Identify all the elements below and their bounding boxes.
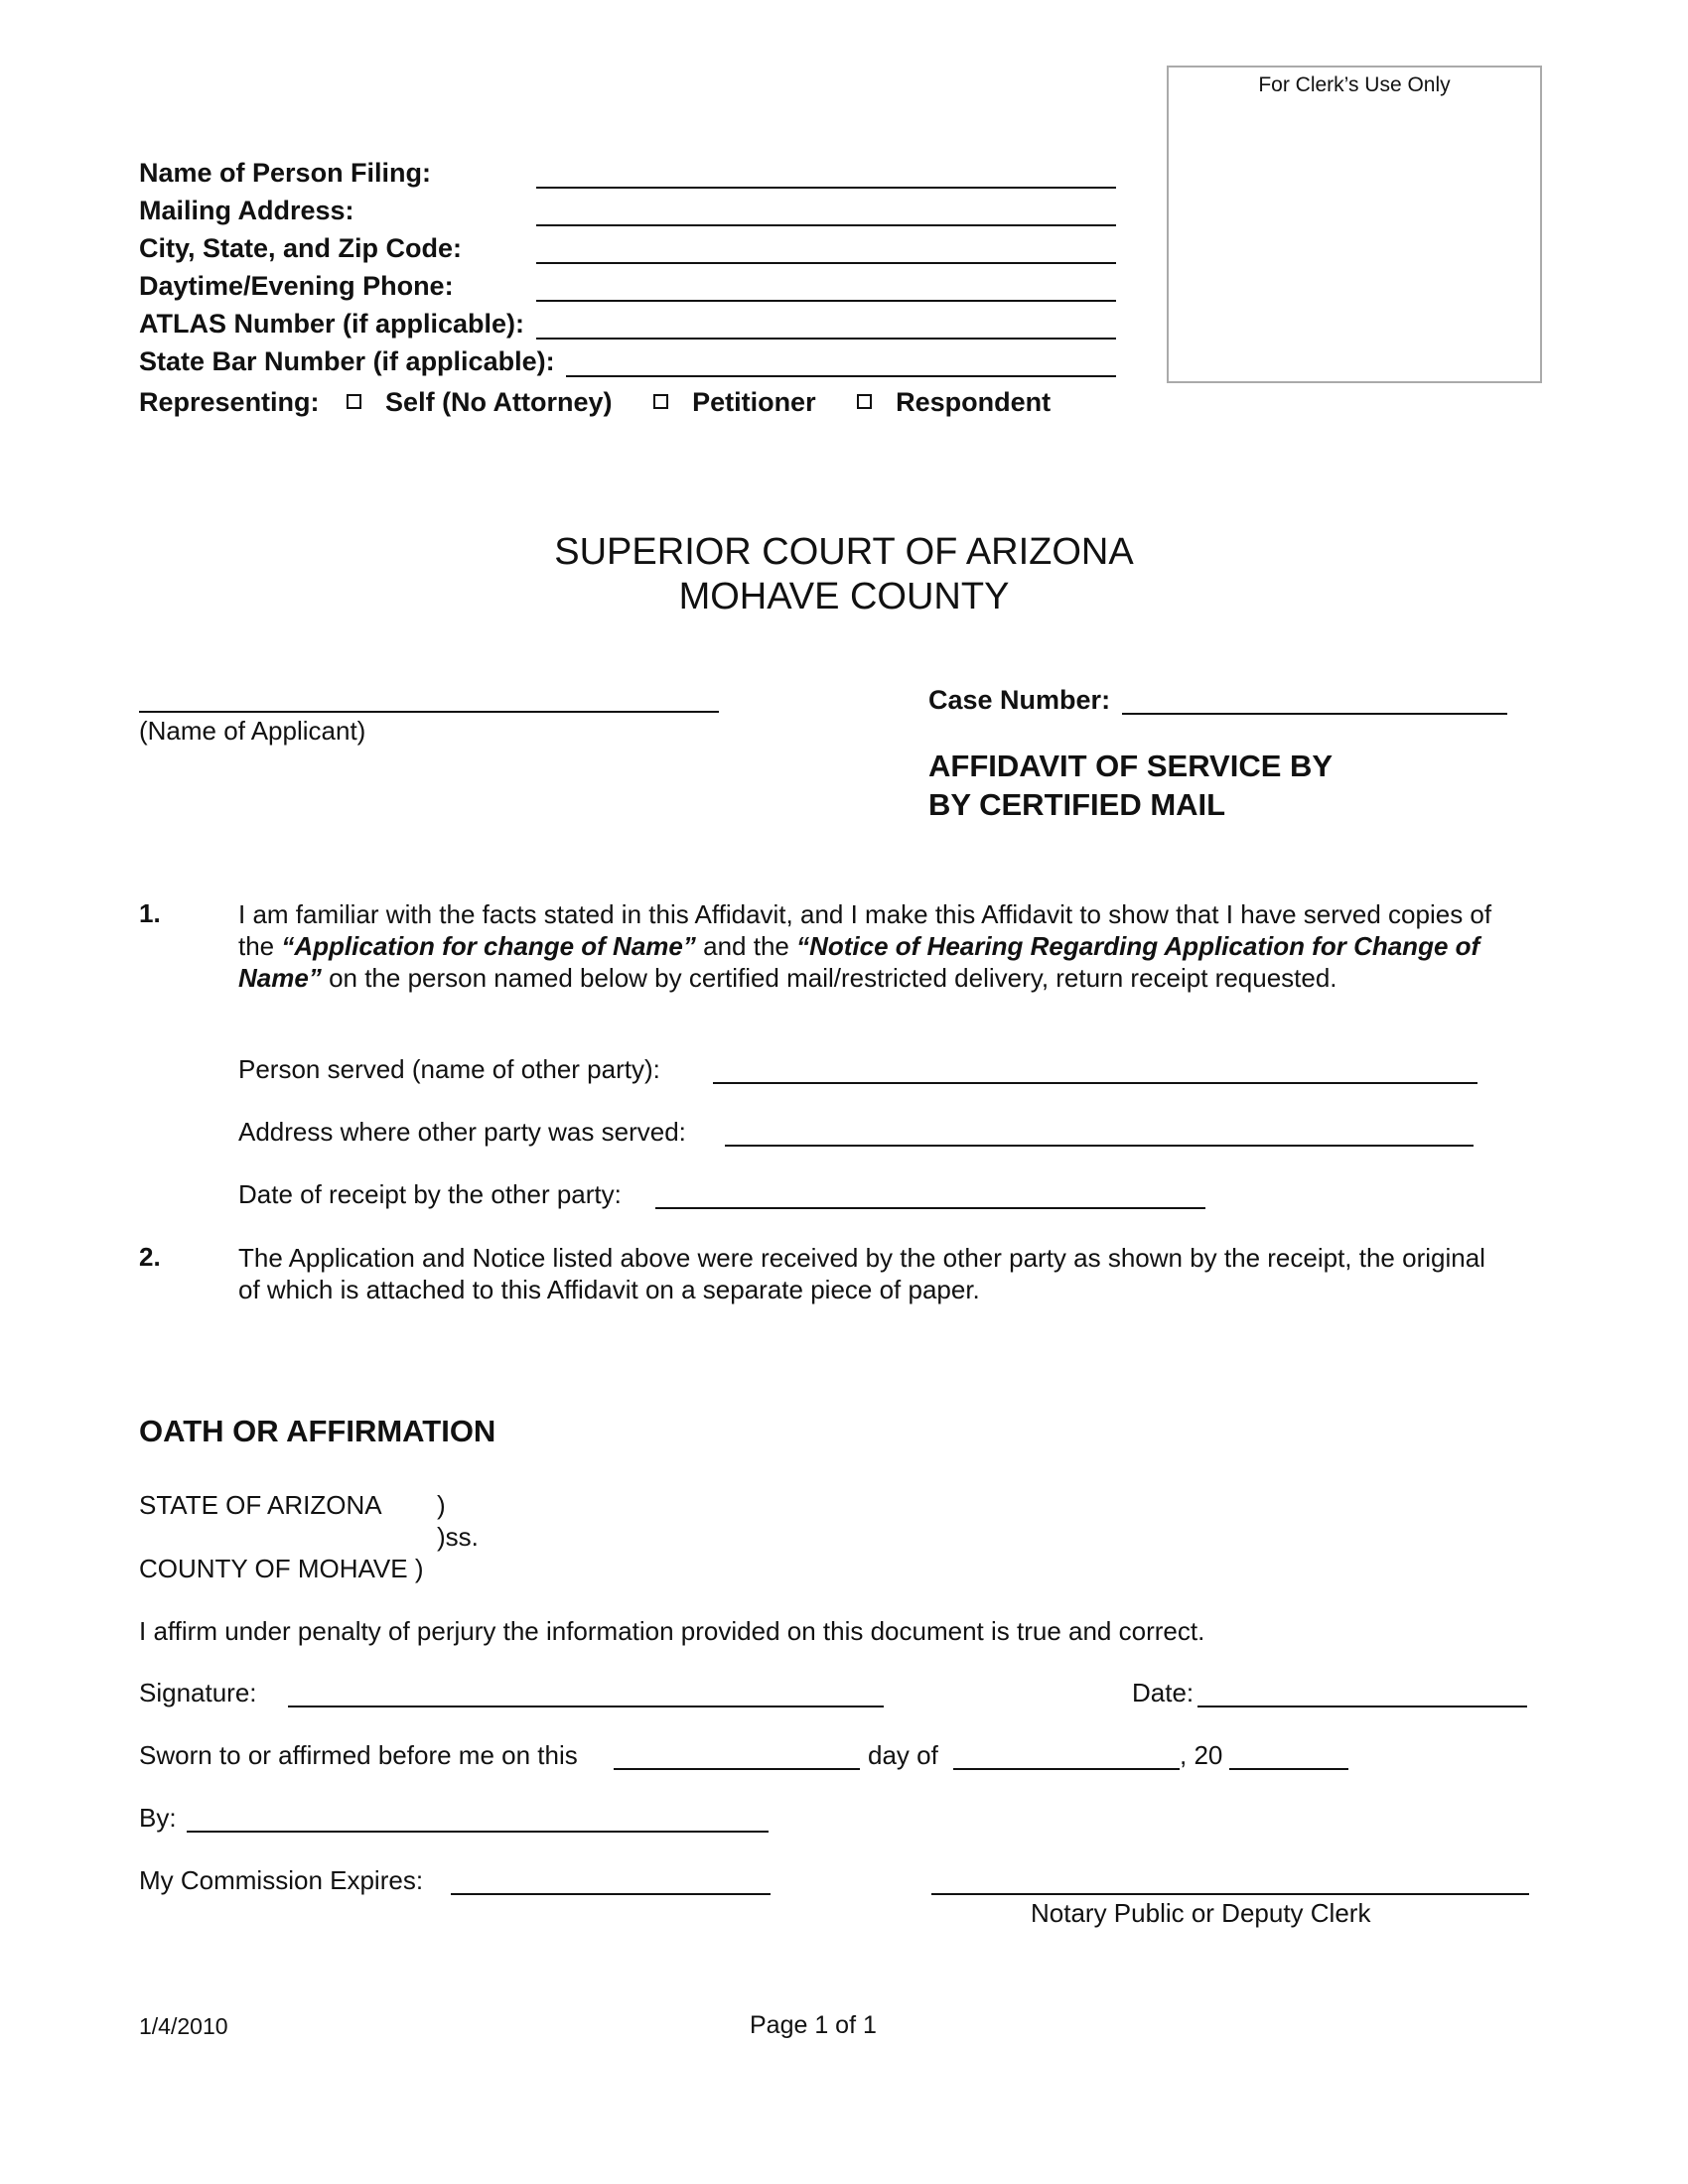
by-label: By: <box>139 1803 177 1833</box>
respondent-checkbox[interactable] <box>857 394 872 409</box>
sworn-month-field[interactable] <box>953 1768 1180 1770</box>
document-title-line2: BY CERTIFIED MAIL <box>928 787 1226 822</box>
sworn-day-field[interactable] <box>614 1768 860 1770</box>
court-name: SUPERIOR COURT OF ARIZONA <box>554 531 1134 573</box>
item1-title-a: “Application for change of Name” <box>281 931 696 961</box>
commission-field[interactable] <box>451 1893 771 1895</box>
item1-title-b: “Notice of Hearing Regarding Application for Change of Name” <box>238 931 1480 993</box>
venue-state: STATE OF ARIZONA <box>139 1490 382 1520</box>
filer-atlas-field[interactable] <box>536 338 1116 340</box>
item1-text-b: and the <box>703 931 789 961</box>
filer-name-field[interactable] <box>536 187 1116 189</box>
petitioner-option-label: Petitioner <box>692 387 816 417</box>
notary-signature-field[interactable] <box>931 1893 1529 1895</box>
item1-text-c: on the person named below by certified mail/restricted delivery, return receipt requested. <box>329 963 1337 993</box>
self-checkbox[interactable] <box>347 394 361 409</box>
applicant-name-label: (Name of Applicant) <box>139 716 366 746</box>
person-served-field[interactable] <box>713 1082 1477 1084</box>
case-number-field[interactable] <box>1122 713 1507 715</box>
court-county: MOHAVE COUNTY <box>678 576 1010 617</box>
person-served-label: Person served (name of other party): <box>238 1054 660 1084</box>
day-of-label: day of <box>868 1740 938 1770</box>
venue-paren: ) <box>437 1490 446 1520</box>
item2-paragraph: The Application and Notice listed above were received by the other party as shown by the receipt, the original of which is attached to this Affidavit on a separate piece of paper. <box>238 1243 1485 1304</box>
filer-phone-label: Daytime/Evening Phone: <box>139 271 454 301</box>
footer-page: Page 1 of 1 <box>750 2011 877 2039</box>
representing-label: Representing: <box>139 387 320 417</box>
filer-phone-field[interactable] <box>536 300 1116 302</box>
petitioner-checkbox[interactable] <box>653 394 668 409</box>
filer-city-field[interactable] <box>536 262 1116 264</box>
document-title-line1: AFFIDAVIT OF SERVICE BY <box>928 749 1334 783</box>
sworn-year-field[interactable] <box>1229 1768 1348 1770</box>
footer-date: 1/4/2010 <box>139 2013 228 2039</box>
signature-label: Signature: <box>139 1678 257 1707</box>
item1-paragraph <box>238 898 1509 994</box>
applicant-name-field[interactable] <box>139 711 719 713</box>
filer-address-field[interactable] <box>536 224 1116 226</box>
filer-atlas-label: ATLAS Number (if applicable): <box>139 309 525 339</box>
oath-heading: OATH OR AFFIRMATION <box>139 1414 496 1448</box>
filer-bar-label: State Bar Number (if applicable): <box>139 346 555 376</box>
filer-city-label: City, State, and Zip Code: <box>139 233 463 263</box>
address-served-field[interactable] <box>725 1145 1474 1147</box>
case-number-label: Case Number: <box>928 685 1111 715</box>
item1-number: 1. <box>139 898 161 928</box>
date-label: Date: <box>1132 1678 1195 1707</box>
venue-ss: )ss. <box>437 1522 479 1552</box>
affirmation-statement: I affirm under penalty of perjury the information provided on this document is true and correct. <box>139 1616 1205 1646</box>
commission-label: My Commission Expires: <box>139 1865 424 1895</box>
venue-county: COUNTY OF MOHAVE ) <box>139 1554 424 1583</box>
signature-field[interactable] <box>288 1706 884 1707</box>
filer-bar-field[interactable] <box>566 375 1116 377</box>
address-served-label: Address where other party was served: <box>238 1117 686 1147</box>
date-field[interactable] <box>1197 1706 1527 1707</box>
filer-address-label: Mailing Address: <box>139 196 354 225</box>
item2-number: 2. <box>139 1242 161 1272</box>
respondent-option-label: Respondent <box>896 387 1052 417</box>
date-receipt-label: Date of receipt by the other party: <box>238 1179 622 1209</box>
year-prefix-label: , 20 <box>1180 1740 1223 1770</box>
clerk-use-label: For Clerk’s Use Only <box>1258 73 1451 96</box>
representing-row <box>139 387 1064 418</box>
sworn-label: Sworn to or affirmed before me on this <box>139 1740 578 1770</box>
date-receipt-field[interactable] <box>655 1207 1205 1209</box>
notary-label: Notary Public or Deputy Clerk <box>1031 1898 1371 1928</box>
filer-name-label: Name of Person Filing: <box>139 158 432 188</box>
self-option-label: Self (No Attorney) <box>385 387 613 417</box>
clerk-use-box <box>1167 66 1542 383</box>
by-field[interactable] <box>187 1831 769 1833</box>
item1-text-a: I am familiar with the facts stated in this Affidavit, and I make this Affidavit to show that I have served copies of the <box>238 899 1492 961</box>
